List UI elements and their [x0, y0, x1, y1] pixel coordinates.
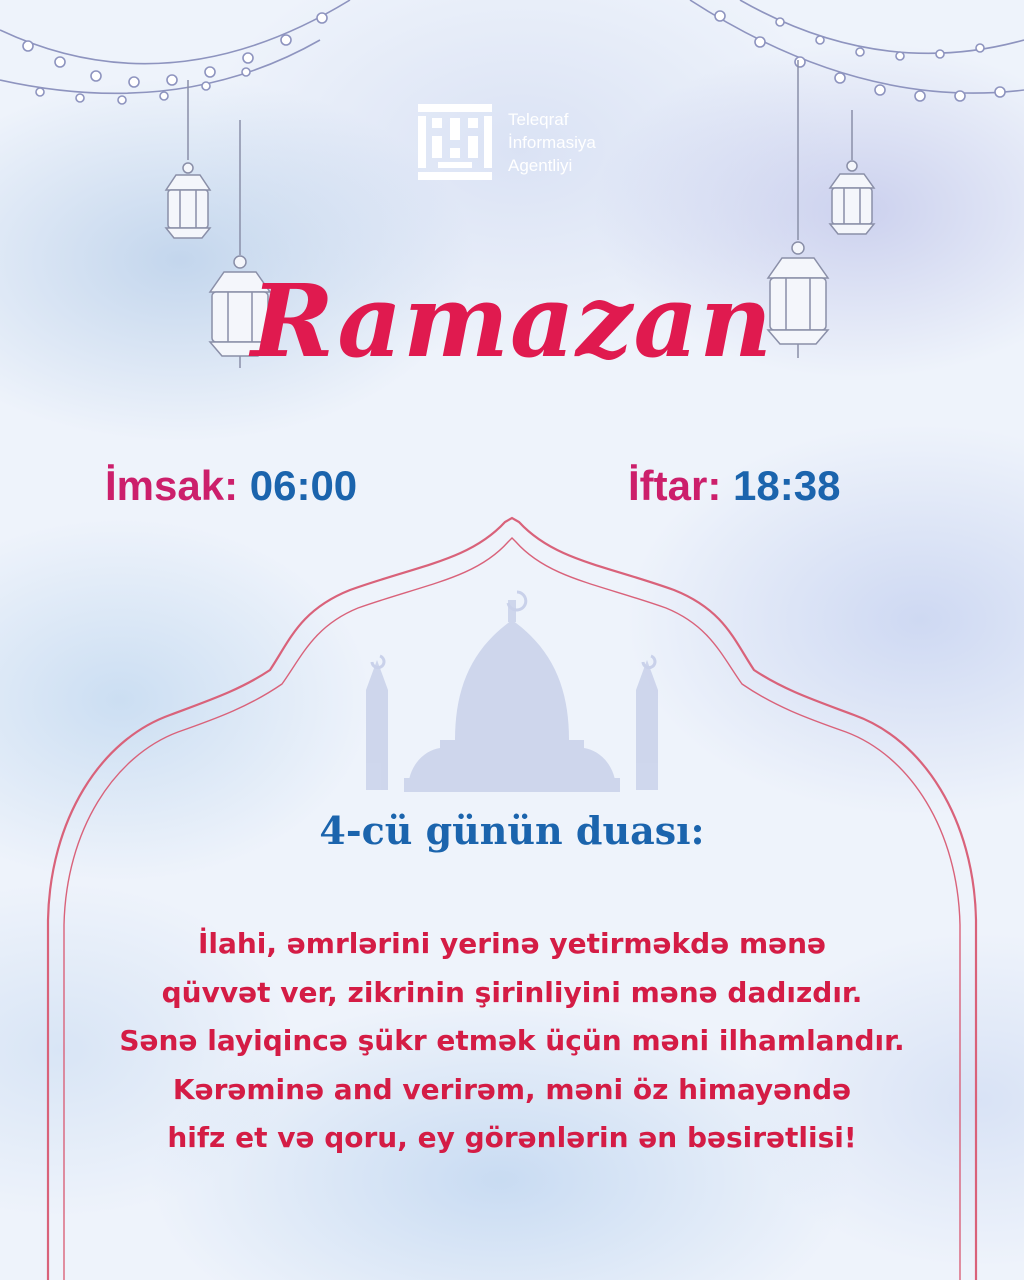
logo-mark-icon	[416, 102, 494, 182]
page-title: Ramazan	[250, 262, 774, 380]
lantern-icon	[830, 110, 874, 234]
logo-line-2: İnformasiya	[508, 132, 596, 152]
logo-text	[508, 108, 596, 177]
prayer-text	[80, 920, 944, 1163]
prayer-line: İlahi, əmrlərini yerinə yetirməkdə mənə	[197, 927, 827, 960]
prayer-line: Kərəminə and verirəm, məni öz himayəndə	[172, 1072, 852, 1106]
prayer-line: qüvvət ver, zikrinin şirinliyini mənə dadızdır.	[161, 975, 863, 1009]
mosque-silhouette-icon	[366, 600, 658, 792]
string-lights-icon	[690, 0, 1024, 101]
lantern-icon	[166, 80, 210, 238]
iftar-label: İftar:	[628, 462, 722, 509]
logo-line-1: Teleqraf	[508, 109, 569, 129]
prayer-line: hifz et və qoru, ey görənlərin ən bəsirətlisi!	[167, 1121, 857, 1154]
prayer-line: Sənə layiqincə şükr etmək üçün məni ilhamlandır.	[119, 1024, 905, 1057]
logo-line-3: Agentliyi	[508, 155, 573, 175]
iftar-time	[628, 462, 840, 510]
prayer-heading: 4-cü günün duası:	[319, 808, 705, 853]
string-lights-icon	[0, 0, 350, 104]
imsak-value: 06:00	[249, 462, 358, 509]
logo	[416, 100, 656, 184]
iftar-value: 18:38	[733, 462, 841, 509]
imsak-label: İmsak:	[105, 462, 239, 509]
imsak-time	[105, 462, 357, 510]
